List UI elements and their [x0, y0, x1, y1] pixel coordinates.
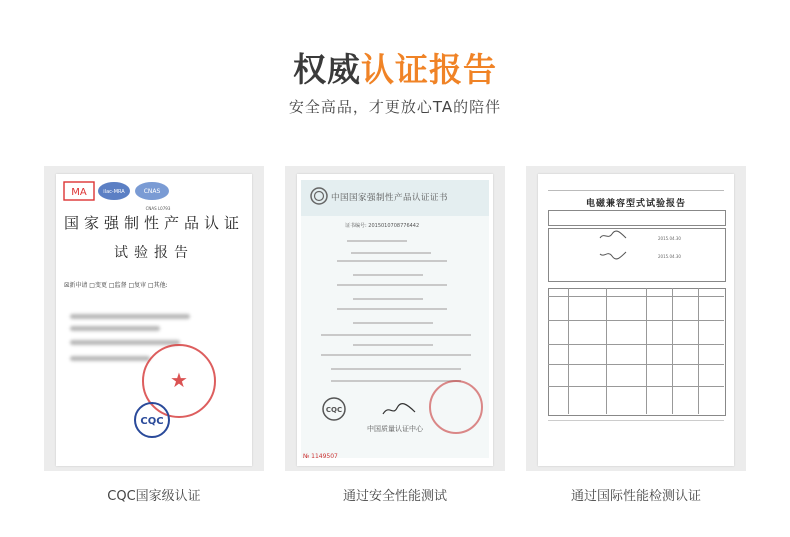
page-subtitle: 安全高品，才更放心TA的陪伴 — [288, 98, 502, 116]
signature — [381, 402, 417, 418]
cqc-mark-icon — [321, 396, 347, 422]
blurred-text-line — [70, 314, 190, 319]
report-date: 2015.04.30 — [658, 236, 681, 241]
application-type-checkboxes: ☒新申请 □变更 □监督 □复审 □其他: — [64, 282, 168, 289]
text-line — [337, 284, 447, 286]
table-row-rule — [548, 386, 724, 387]
text-line — [347, 240, 407, 242]
text-line — [351, 252, 431, 254]
document-subtitle: 试验报告 — [114, 245, 194, 261]
logo-ma-text: MA — [71, 187, 87, 198]
certificate-number: 证书编号: 2015010708776442 — [345, 223, 420, 229]
table-column-rule — [606, 288, 607, 414]
text-line — [353, 344, 433, 346]
text-line — [353, 322, 433, 324]
table-row-rule — [548, 320, 724, 321]
header-rule — [548, 190, 724, 191]
logo-cnas-number: CNAS L0793 — [145, 206, 171, 211]
report-date: 2015.04.30 — [658, 254, 681, 259]
certificate-card-cqc — [44, 166, 264, 471]
text-line — [321, 334, 471, 336]
table-row-rule — [548, 364, 724, 365]
issuing-organization: 中国质量认证中心 — [367, 425, 423, 433]
footer-rule — [548, 420, 724, 421]
certificate-header-text: 中国国家强制性产品认证证书 — [331, 193, 449, 203]
certificate-card-safety — [285, 166, 505, 471]
logo-cnas-text: CNAS — [143, 188, 161, 195]
text-line — [321, 354, 471, 356]
page-title — [0, 44, 790, 91]
table-column-rule — [568, 288, 569, 414]
table-row-rule — [548, 344, 724, 345]
document-title: 国家强制性产品认证 — [63, 214, 244, 232]
blurred-text-line — [70, 326, 160, 331]
table-column-rule — [646, 288, 647, 414]
table-column-rule — [672, 288, 673, 414]
signature — [598, 230, 628, 242]
ccc-logo-icon — [309, 186, 329, 206]
cqc-mark-text: CQC — [140, 416, 164, 427]
text-line — [331, 380, 461, 382]
caption-cqc: CQC国家级认证 — [107, 489, 201, 504]
ccc-certificate-document — [297, 174, 493, 466]
text-line — [353, 274, 423, 276]
cqc-mark-text: CQC — [325, 406, 343, 414]
accreditation-logos — [62, 180, 182, 214]
table-row-rule — [548, 296, 724, 297]
signature — [598, 248, 628, 260]
info-box — [548, 210, 726, 226]
caption-safety: 通过安全性能测试 — [342, 489, 447, 504]
blurred-text-line — [70, 340, 180, 345]
red-official-stamp: ★ — [142, 344, 216, 418]
text-line — [331, 368, 461, 370]
serial-number: № 1149507 — [303, 453, 338, 460]
text-line — [337, 308, 447, 310]
component-table — [548, 288, 726, 416]
document-title: 电磁兼容型式试验报告 — [585, 199, 686, 209]
blurred-text-line — [70, 356, 150, 361]
signature-box — [548, 228, 726, 282]
cqc-mark-icon — [132, 400, 172, 440]
caption-international: 通过国际性能检测认证 — [570, 489, 701, 504]
emc-test-report-document — [538, 174, 734, 466]
title-dark-part: 权威 — [293, 50, 361, 89]
test-report-document — [56, 174, 252, 466]
title-accent-part: 认证报告 — [361, 50, 497, 89]
table-column-rule — [698, 288, 699, 414]
logo-ilac-text: ilac-MRA — [103, 189, 125, 195]
certificate-card-international — [526, 166, 746, 471]
text-line — [337, 260, 447, 262]
text-line — [353, 298, 423, 300]
